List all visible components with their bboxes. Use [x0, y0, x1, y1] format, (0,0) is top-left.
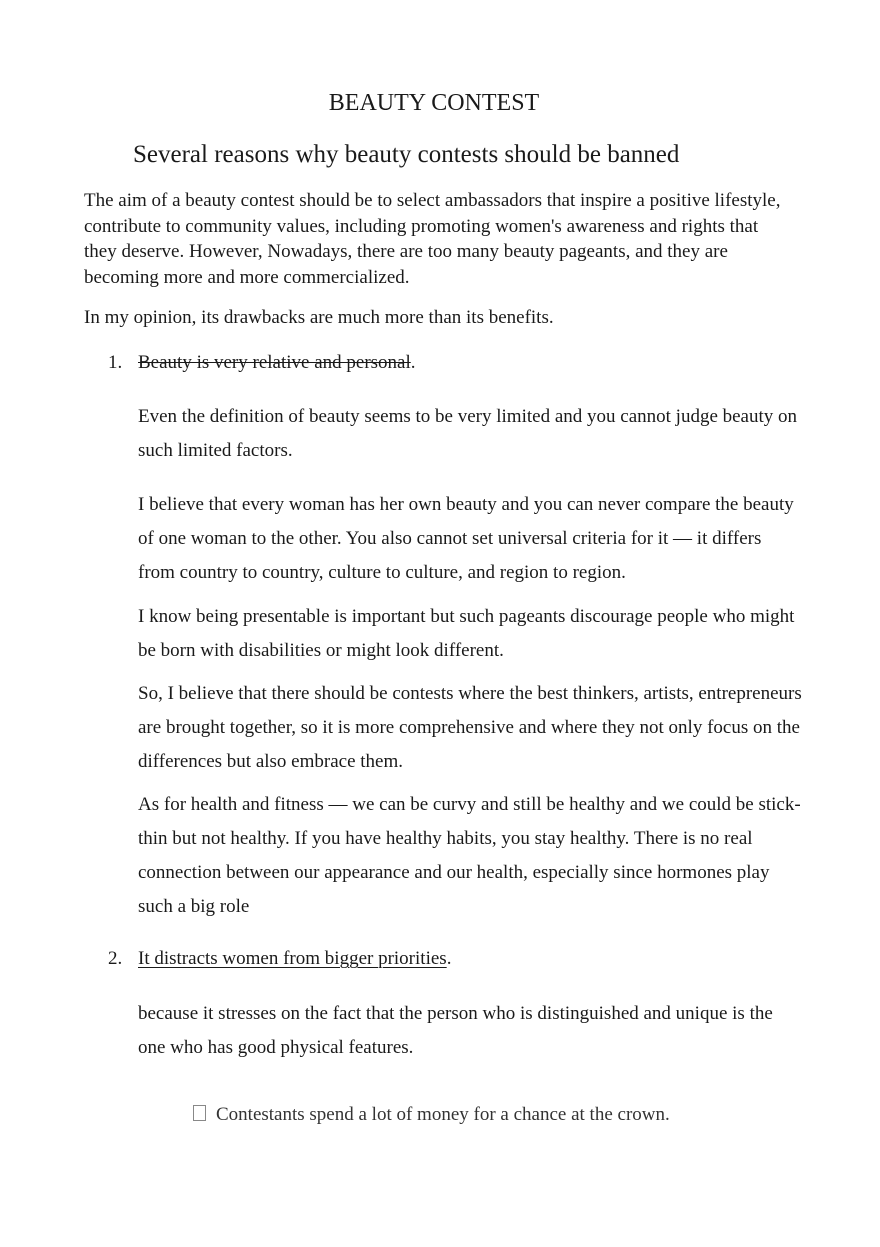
- reason-1-paragraph-1: Even the definition of beauty seems to be very limited and you cannot judge beauty on such limited factors.: [138, 406, 798, 461]
- intro-paragraph: The aim of a beauty contest should be to select ambassadors that inspire a positive lifestyle, contribute to community values, including promoting women's awareness and rights that they deserve. However, Nowadays, there are too many beauty pageants, and they are becoming more and more commercialized.: [84, 190, 781, 288]
- reason-1-number: 1.: [108, 352, 123, 373]
- reason-1-paragraph-3: I know being presentable is important but such pageants discourage people who might be born with disabilities or might look different.: [138, 606, 795, 661]
- reason-1-paragraph-4: So, I believe that there should be contests where the best thinkers, artists, entrepreneurs are brought together, so it is more comprehensive and where they not only focus on the differences but also embrace them.: [138, 683, 802, 772]
- reason-1-heading-text: Beauty is very relative and personal: [138, 352, 411, 373]
- reason-2-paragraph-1: because it stresses on the fact that the person who is distinguished and unique is the one who has good physical features.: [138, 1003, 773, 1058]
- opinion-paragraph: In my opinion, its drawbacks are much more than its benefits.: [84, 307, 554, 328]
- document-subtitle: Several reasons why beauty contests should be banned: [133, 141, 680, 168]
- reason-1-paragraph-5: As for health and fitness — we can be curvy and still be healthy and we could be stick-thin but not healthy. If you have healthy habits, you stay healthy. There is no real connection between our appearance and our health, especially since hormones play such a big role: [138, 794, 801, 917]
- document-title: BEAUTY CONTEST: [328, 90, 540, 116]
- reason-2-heading-text: It distracts women from bigger priorities: [138, 948, 447, 969]
- reason-2-heading: [108, 946, 451, 971]
- reason-2-number: 2.: [108, 948, 123, 969]
- reason-1-heading-suffix: .: [410, 352, 416, 373]
- bullet-box-icon: [193, 1105, 206, 1121]
- bullet-item: [193, 1102, 670, 1128]
- bullet-text: Contestants spend a lot of money for a chance at the crown.: [216, 1104, 670, 1125]
- reason-1-heading: [108, 350, 416, 375]
- reason-2-heading-suffix: .: [446, 948, 452, 969]
- reason-1-paragraph-2: I believe that every woman has her own beauty and you can never compare the beauty of one woman to the other. You also cannot set universal criteria for it — it differs from country to country, culture to culture, and region to region.: [138, 494, 794, 583]
